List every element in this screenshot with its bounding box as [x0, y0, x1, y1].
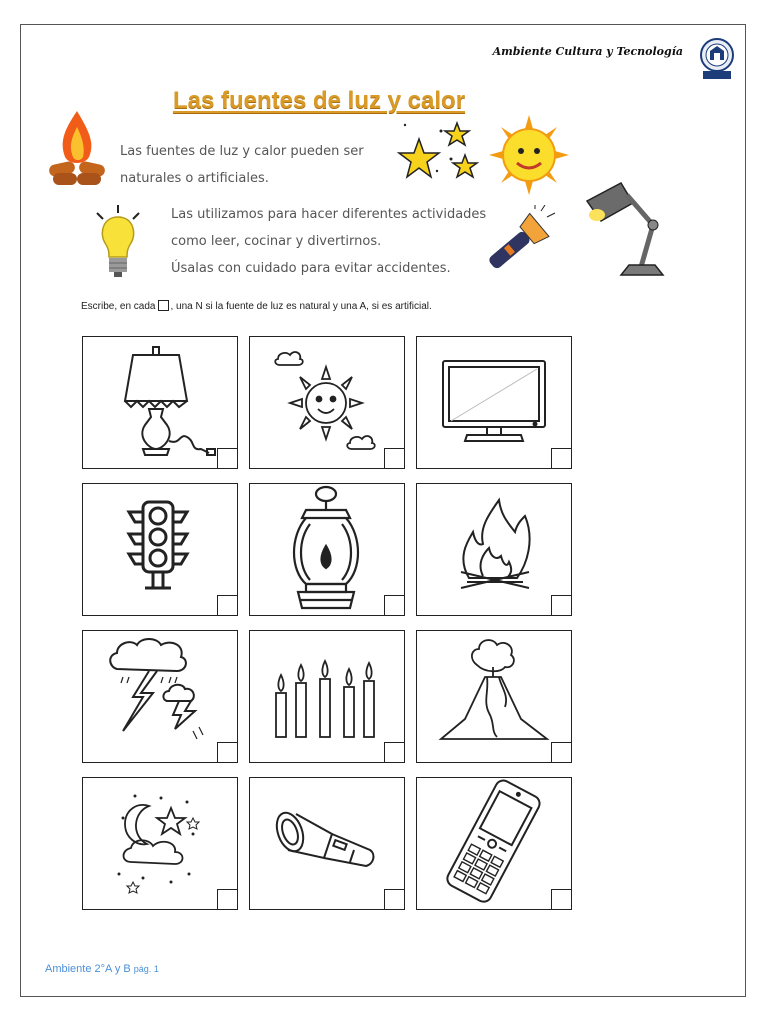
card-moon-stars: [82, 777, 238, 910]
oil-lantern-icon: [250, 484, 403, 614]
television-icon: [417, 337, 570, 467]
answer-box[interactable]: [384, 595, 404, 615]
instruction-part-1: Escribe, en cada: [81, 301, 156, 312]
answer-box[interactable]: [551, 889, 571, 909]
card-lightning-storm: [82, 630, 238, 763]
light-bulb-icon: [91, 203, 145, 279]
card-table-lamp: [82, 336, 238, 469]
card-campfire: [416, 483, 572, 616]
intro-paragraph-2: [171, 201, 486, 282]
desk-lamp-color-icon: [581, 175, 679, 285]
card-flashlight: [249, 777, 405, 910]
moon-stars-icon: [83, 778, 236, 908]
card-mobile-phone: [416, 777, 572, 910]
sun-color-icon: [487, 113, 571, 197]
card-television: [416, 336, 572, 469]
campfire-color-icon: [45, 107, 109, 189]
card-volcano: [416, 630, 572, 763]
flashlight-color-icon: [475, 205, 559, 277]
stars-icon: [397, 119, 481, 191]
card-oil-lantern: [249, 483, 405, 616]
card-sun: [249, 336, 405, 469]
answer-box[interactable]: [551, 595, 571, 615]
intro-line-4: como leer, cocinar y divertirnos.: [171, 234, 382, 249]
sun-icon: [250, 337, 403, 467]
card-candles: [249, 630, 405, 763]
intro-line-3: Las utilizamos para hacer diferentes actividades: [171, 207, 487, 222]
school-crest-icon: [697, 37, 737, 81]
answer-box[interactable]: [384, 448, 404, 468]
picture-grid: [82, 336, 572, 912]
intro-line-1: Las fuentes de luz y calor pueden ser: [120, 144, 364, 159]
answer-box[interactable]: [551, 742, 571, 762]
volcano-icon: [417, 631, 570, 761]
answer-box[interactable]: [217, 448, 237, 468]
worksheet-page: [20, 24, 746, 997]
traffic-light-icon: [83, 484, 236, 614]
page-number: pág. 1: [133, 964, 159, 974]
instruction-text: [81, 300, 432, 312]
answer-box[interactable]: [384, 742, 404, 762]
intro-line-2: naturales o artificiales.: [120, 171, 269, 186]
card-traffic-light: [82, 483, 238, 616]
page-title: Las fuentes de luz y calor: [172, 87, 466, 114]
instruction-part-2: , una N si la fuente de luz es natural y una A, si es artificial.: [170, 301, 432, 312]
lightning-storm-icon: [83, 631, 236, 761]
flashlight-icon: [250, 778, 403, 908]
page-footer: [45, 963, 159, 975]
subject-header: Ambiente Cultura y Tecnología: [492, 45, 683, 58]
answer-box[interactable]: [551, 448, 571, 468]
table-lamp-icon: [83, 337, 236, 467]
mobile-phone-icon: [417, 778, 570, 908]
answer-box[interactable]: [217, 889, 237, 909]
intro-line-5: Úsalas con cuidado para evitar accidentes.: [171, 261, 451, 276]
answer-box[interactable]: [384, 889, 404, 909]
footer-text: Ambiente 2°A y B: [45, 963, 131, 975]
answer-box[interactable]: [217, 595, 237, 615]
answer-box[interactable]: [217, 742, 237, 762]
campfire-icon: [417, 484, 570, 614]
intro-paragraph-1: [120, 138, 364, 192]
candles-icon: [250, 631, 403, 761]
answer-box-sample: [158, 300, 169, 311]
